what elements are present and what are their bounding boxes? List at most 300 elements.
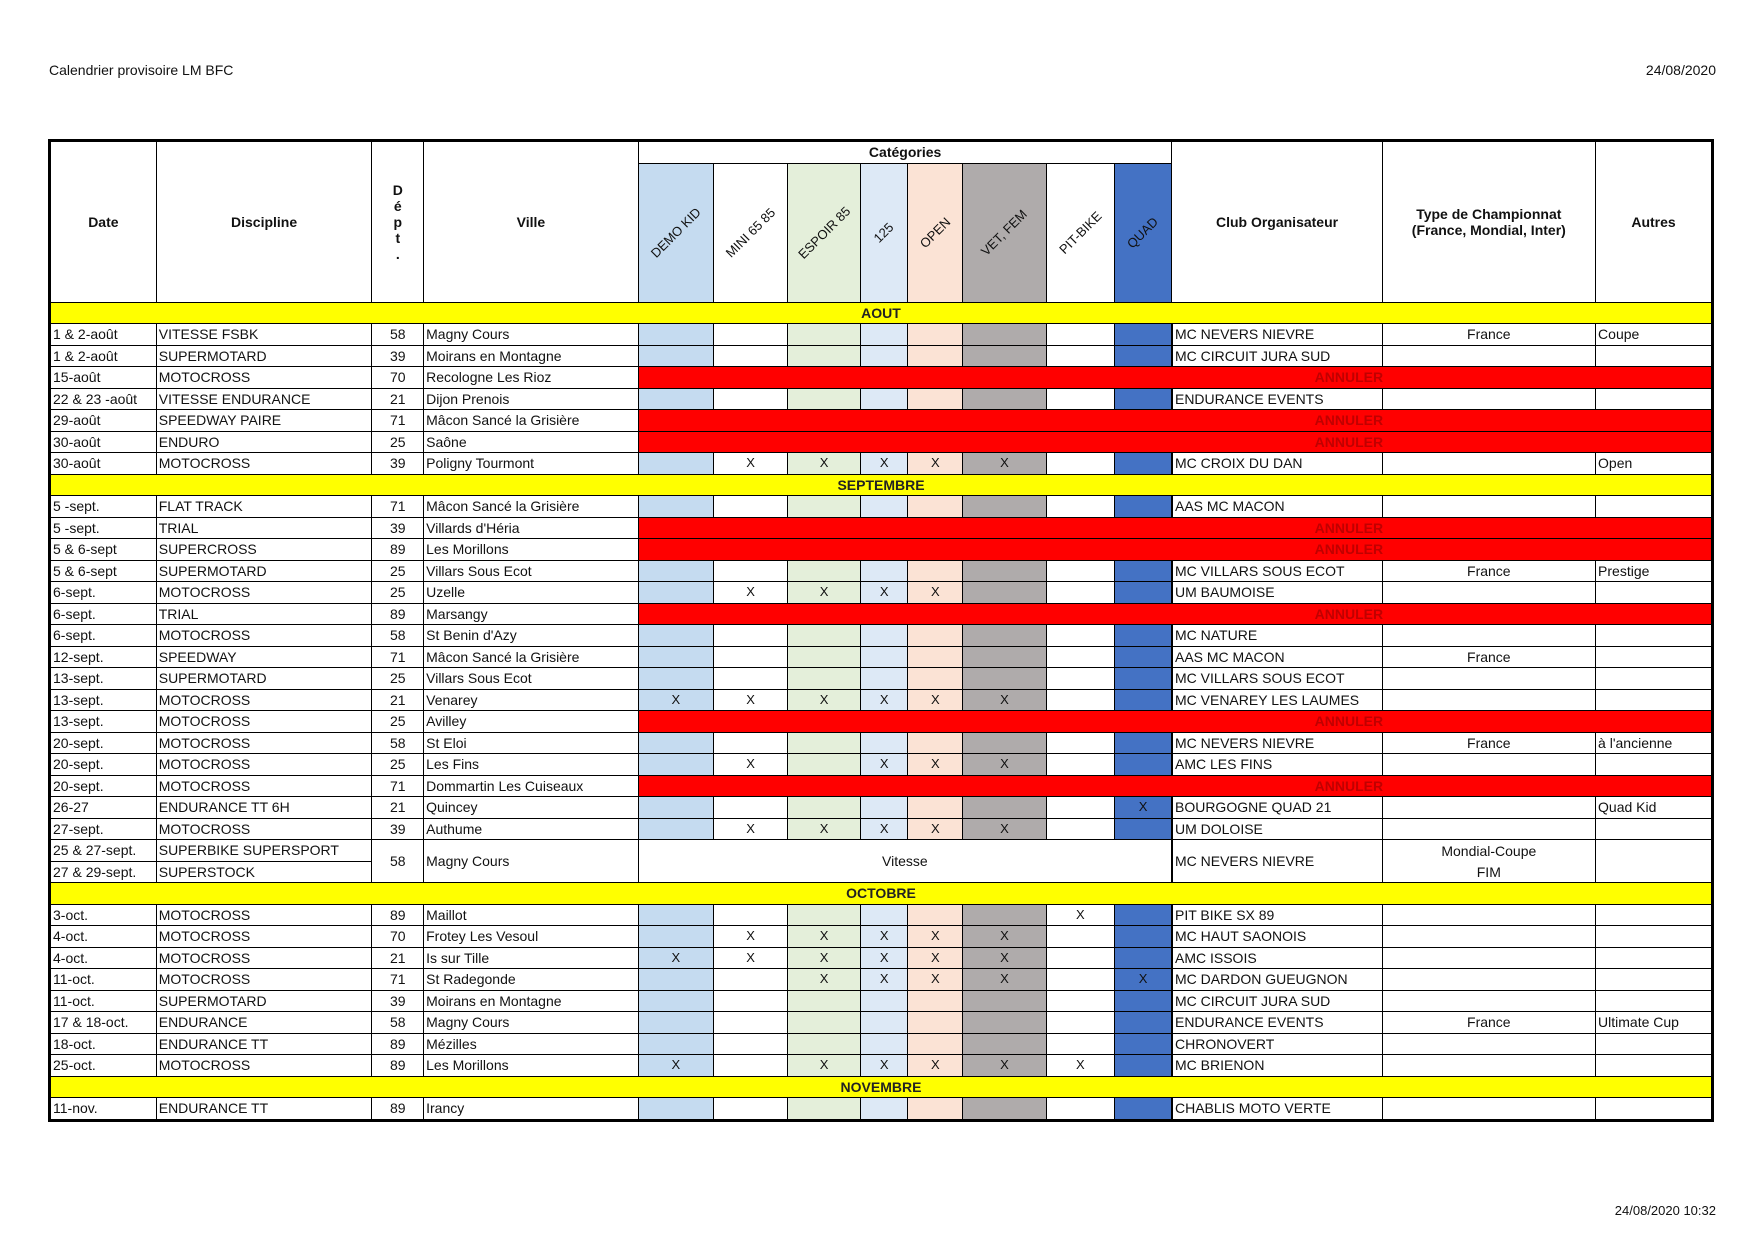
category-cell: X (963, 754, 1046, 776)
category-cell (963, 646, 1046, 668)
table-row (50, 582, 1713, 604)
category-cell (861, 560, 908, 582)
event-date: 6-sept. (50, 603, 157, 625)
event-autres (1596, 689, 1713, 711)
event-autres (1596, 625, 1713, 647)
event-dept: 25 (372, 582, 424, 604)
event-discipline: MOTOCROSS (156, 711, 372, 733)
category-cell (638, 818, 713, 840)
category-cell: X (908, 754, 963, 776)
category-cell (1046, 496, 1115, 518)
category-cell (638, 969, 713, 991)
event-date: 27-sept. (50, 818, 157, 840)
category-cell: X (713, 582, 787, 604)
category-cell (1115, 1033, 1172, 1055)
event-ville: Mâcon Sancé la Grisière (424, 410, 639, 432)
category-cell (908, 797, 963, 819)
event-discipline: MOTOCROSS (156, 969, 372, 991)
event-ville: Mâcon Sancé la Grisière (424, 496, 639, 518)
category-cell: X (1046, 904, 1115, 926)
category-cell (861, 1033, 908, 1055)
event-club: AAS MC MACON (1172, 646, 1382, 668)
category-cell (908, 496, 963, 518)
category-cell: X (861, 818, 908, 840)
category-cell (638, 1098, 713, 1121)
category-cell (1046, 453, 1115, 475)
event-autres: Ultimate Cup (1596, 1012, 1713, 1034)
event-dept: 89 (372, 1098, 424, 1121)
category-cell (963, 1012, 1046, 1034)
event-dept: 58 (372, 732, 424, 754)
category-cell (713, 1012, 787, 1034)
event-date: 17 & 18-oct. (50, 1012, 157, 1034)
category-cell (788, 1033, 861, 1055)
category-cell (713, 732, 787, 754)
event-dept: 71 (372, 646, 424, 668)
category-cell (638, 1012, 713, 1034)
event-type (1382, 969, 1595, 991)
event-date: 27 & 29-sept. (50, 861, 157, 883)
month-label: OCTOBRE (50, 883, 1713, 905)
event-ville: Moirans en Montagne (424, 990, 639, 1012)
event-type (1382, 345, 1595, 367)
event-type (1382, 1055, 1595, 1077)
event-date: 1 & 2-août (50, 345, 157, 367)
table-row (50, 689, 1713, 711)
event-autres (1596, 926, 1713, 948)
category-cell: X (963, 453, 1046, 475)
category-cell (1115, 1098, 1172, 1121)
category-cell (908, 388, 963, 410)
event-dept: 25 (372, 560, 424, 582)
category-cell (861, 625, 908, 647)
category-cell: X (963, 689, 1046, 711)
event-date: 6-sept. (50, 625, 157, 647)
event-club: BOURGOGNE QUAD 21 (1172, 797, 1382, 819)
cancelled-label: ANNULER (1314, 369, 1384, 386)
categories-vitesse: Vitesse (638, 840, 1172, 883)
table-row (50, 453, 1713, 475)
event-club: UM BAUMOISE (1172, 582, 1382, 604)
event-date: 5 & 6-sept (50, 539, 157, 561)
category-cell (1115, 732, 1172, 754)
category-cell (1046, 668, 1115, 690)
event-type (1382, 797, 1595, 819)
category-cell (638, 625, 713, 647)
event-dept: 70 (372, 367, 424, 389)
table-row (50, 797, 1713, 819)
cancelled-label: ANNULER (1314, 605, 1384, 622)
category-cell (861, 990, 908, 1012)
table-row (50, 388, 1713, 410)
category-cell: X (963, 947, 1046, 969)
category-cell (908, 625, 963, 647)
month-row-novembre (50, 1076, 1713, 1098)
category-cell (908, 324, 963, 346)
event-club: MC CIRCUIT JURA SUD (1172, 990, 1382, 1012)
table-row (50, 1033, 1713, 1055)
event-date: 6-sept. (50, 582, 157, 604)
category-cell (638, 388, 713, 410)
event-club: MC CROIX DU DAN (1172, 453, 1382, 475)
category-cell (1115, 324, 1172, 346)
category-cell (963, 797, 1046, 819)
event-date: 29-août (50, 410, 157, 432)
event-club: ENDURANCE EVENTS (1172, 1012, 1382, 1034)
category-cell: X (861, 689, 908, 711)
category-cell (1115, 926, 1172, 948)
event-discipline: MOTOCROSS (156, 453, 372, 475)
event-dept: 39 (372, 517, 424, 539)
event-club: MC BRIENON (1172, 1055, 1382, 1077)
category-cell: X (908, 453, 963, 475)
event-ville: Magny Cours (424, 1012, 639, 1034)
table-row (50, 431, 1713, 453)
category-cell (1115, 754, 1172, 776)
event-date: 5 -sept. (50, 496, 157, 518)
category-cell (908, 904, 963, 926)
event-dept: 39 (372, 818, 424, 840)
event-type (1382, 496, 1595, 518)
category-cell (638, 345, 713, 367)
category-cell (1115, 689, 1172, 711)
event-discipline: SPEEDWAY (156, 646, 372, 668)
category-cell: X (713, 689, 787, 711)
event-ville: Poligny Tourmont (424, 453, 639, 475)
event-ville: Dommartin Les Cuiseaux (424, 775, 639, 797)
event-type-line2: FIM (1382, 861, 1595, 883)
category-cell (638, 560, 713, 582)
category-cell: X (908, 582, 963, 604)
event-dept: 58 (372, 1012, 424, 1034)
category-cell: X (788, 582, 861, 604)
event-discipline: ENDURO (156, 431, 372, 453)
month-label: AOUT (50, 302, 1713, 324)
event-dept: 71 (372, 969, 424, 991)
category-cell (861, 668, 908, 690)
event-dept: 58 (372, 324, 424, 346)
table-row (50, 410, 1713, 432)
event-type (1382, 904, 1595, 926)
category-cell (788, 732, 861, 754)
category-cell (638, 904, 713, 926)
category-cell (963, 990, 1046, 1012)
category-cell (788, 797, 861, 819)
category-cell: X (908, 947, 963, 969)
event-autres (1596, 582, 1713, 604)
event-ville: Quincey (424, 797, 639, 819)
event-club: CHABLIS MOTO VERTE (1172, 1098, 1382, 1121)
event-ville: Marsangy (424, 603, 639, 625)
cancelled-cell (638, 517, 1712, 539)
category-cell (788, 388, 861, 410)
event-club: MC NATURE (1172, 625, 1382, 647)
table-row (50, 904, 1713, 926)
category-cell: X (1115, 969, 1172, 991)
col-type-header (1382, 141, 1595, 303)
event-discipline: MOTOCROSS (156, 625, 372, 647)
table-row (50, 1055, 1713, 1077)
event-autres: à l'ancienne (1596, 732, 1713, 754)
cancelled-cell (638, 711, 1712, 733)
event-ville: St Eloi (424, 732, 639, 754)
event-ville: Is sur Tille (424, 947, 639, 969)
category-cell (713, 324, 787, 346)
category-cell (1115, 818, 1172, 840)
month-label: NOVEMBRE (50, 1076, 1713, 1098)
event-type (1382, 947, 1595, 969)
category-cell: X (713, 947, 787, 969)
event-date: 13-sept. (50, 711, 157, 733)
event-type (1382, 926, 1595, 948)
event-club: UM DOLOISE (1172, 818, 1382, 840)
category-cell (861, 324, 908, 346)
event-club: MC NEVERS NIEVRE (1172, 840, 1382, 883)
category-cell: X (638, 947, 713, 969)
category-cell (861, 388, 908, 410)
event-ville: Mâcon Sancé la Grisière (424, 646, 639, 668)
table-row (50, 603, 1713, 625)
category-cell: X (861, 947, 908, 969)
category-cell: X (713, 754, 787, 776)
event-club: MC NEVERS NIEVRE (1172, 324, 1382, 346)
category-cell (788, 496, 861, 518)
event-dept: 21 (372, 388, 424, 410)
cancelled-label: ANNULER (1314, 777, 1384, 794)
category-cell (788, 345, 861, 367)
category-cell (1115, 947, 1172, 969)
event-date: 1 & 2-août (50, 324, 157, 346)
category-cell: X (788, 969, 861, 991)
category-cell (1115, 646, 1172, 668)
event-autres (1596, 754, 1713, 776)
page-title: Calendrier provisoire LM BFC (49, 62, 234, 78)
cancelled-cell (638, 367, 1712, 389)
event-type (1382, 754, 1595, 776)
event-dept: 71 (372, 410, 424, 432)
event-discipline: ENDURANCE TT 6H (156, 797, 372, 819)
month-label: SEPTEMBRE (50, 474, 1713, 496)
event-ville: Avilley (424, 711, 639, 733)
event-dept: 39 (372, 990, 424, 1012)
event-type: Mondial-Coupe (1382, 840, 1595, 862)
event-type: France (1382, 560, 1595, 582)
event-discipline: SUPERMOTARD (156, 668, 372, 690)
event-club: PIT BIKE SX 89 (1172, 904, 1382, 926)
event-club: CHRONOVERT (1172, 1033, 1382, 1055)
category-cell: X (713, 453, 787, 475)
table-row (50, 947, 1713, 969)
category-cell (713, 646, 787, 668)
event-type: France (1382, 324, 1595, 346)
header-row-1 (50, 141, 1713, 164)
event-ville: Villars Sous Ecot (424, 668, 639, 690)
category-cell (1115, 453, 1172, 475)
category-cell (908, 732, 963, 754)
table-row (50, 732, 1713, 754)
category-cell (788, 754, 861, 776)
category-cell (1046, 947, 1115, 969)
footer-timestamp: 24/08/2020 10:32 (1614, 1203, 1716, 1218)
event-autres (1596, 496, 1713, 518)
cancelled-cell (638, 775, 1712, 797)
event-date: 4-oct. (50, 926, 157, 948)
event-club: AMC ISSOIS (1172, 947, 1382, 969)
col-dept-header: D é p t . (372, 141, 424, 303)
event-dept: 89 (372, 904, 424, 926)
month-row-septembre (50, 474, 1713, 496)
calendar-body (50, 302, 1713, 1120)
category-cell: X (713, 926, 787, 948)
cancelled-label: ANNULER (1314, 433, 1384, 450)
category-cell (963, 496, 1046, 518)
col-type-header-line1: Type de Championnat (1416, 205, 1562, 222)
event-autres (1596, 969, 1713, 991)
category-cell (638, 797, 713, 819)
cancelled-label: ANNULER (1314, 412, 1384, 429)
event-ville: Saône (424, 431, 639, 453)
event-discipline: TRIAL (156, 603, 372, 625)
event-type (1382, 388, 1595, 410)
table-row (50, 517, 1713, 539)
category-cell: X (908, 926, 963, 948)
category-cell: X (861, 582, 908, 604)
category-cell (908, 1033, 963, 1055)
event-discipline: MOTOCROSS (156, 1055, 372, 1077)
table-row (50, 969, 1713, 991)
category-cell: X (788, 818, 861, 840)
category-cell (1115, 668, 1172, 690)
category-cell (861, 1012, 908, 1034)
category-cell (861, 904, 908, 926)
category-cell (1115, 1055, 1172, 1077)
event-autres (1596, 840, 1713, 883)
category-cell (638, 668, 713, 690)
event-dept: 21 (372, 689, 424, 711)
category-cell (908, 646, 963, 668)
event-discipline: SUPERMOTARD (156, 990, 372, 1012)
event-club: MC VILLARS SOUS ECOT (1172, 560, 1382, 582)
category-cell (713, 388, 787, 410)
event-dept: 39 (372, 453, 424, 475)
event-type (1382, 990, 1595, 1012)
event-discipline: MOTOCROSS (156, 754, 372, 776)
event-ville: Recologne Les Rioz (424, 367, 639, 389)
category-cell (638, 754, 713, 776)
event-autres: Quad Kid (1596, 797, 1713, 819)
category-cell (1046, 1012, 1115, 1034)
category-cell: X (788, 453, 861, 475)
event-date: 26-27 (50, 797, 157, 819)
cancelled-label: ANNULER (1314, 541, 1384, 558)
event-discipline: SUPERSTOCK (156, 861, 372, 883)
category-cell (861, 1098, 908, 1121)
col-date-header: Date (50, 141, 157, 303)
category-cell: X (908, 689, 963, 711)
event-club: AAS MC MACON (1172, 496, 1382, 518)
event-autres (1596, 345, 1713, 367)
event-date: 5 & 6-sept (50, 560, 157, 582)
category-cell (1115, 560, 1172, 582)
category-cell (1046, 646, 1115, 668)
event-ville: Mézilles (424, 1033, 639, 1055)
event-autres (1596, 1033, 1713, 1055)
event-date: 4-oct. (50, 947, 157, 969)
table-row (50, 775, 1713, 797)
event-date: 20-sept. (50, 754, 157, 776)
category-cell (788, 668, 861, 690)
category-cell (638, 496, 713, 518)
event-ville: Authume (424, 818, 639, 840)
category-cell: X (963, 926, 1046, 948)
event-discipline: MOTOCROSS (156, 904, 372, 926)
category-cell (1046, 926, 1115, 948)
event-ville: St Radegonde (424, 969, 639, 991)
category-cell (713, 345, 787, 367)
category-cell (908, 1098, 963, 1121)
category-cell (963, 732, 1046, 754)
col-club-header: Club Organisateur (1172, 141, 1382, 303)
event-autres: Open (1596, 453, 1713, 475)
category-cell: X (788, 947, 861, 969)
event-type (1382, 689, 1595, 711)
event-date: 12-sept. (50, 646, 157, 668)
event-date: 13-sept. (50, 668, 157, 690)
event-date: 22 & 23 -août (50, 388, 157, 410)
category-cell (908, 560, 963, 582)
event-ville: Villars Sous Ecot (424, 560, 639, 582)
category-cell (1046, 732, 1115, 754)
category-cell (908, 1012, 963, 1034)
category-cell: X (788, 689, 861, 711)
event-autres (1596, 388, 1713, 410)
event-type: France (1382, 732, 1595, 754)
category-cell: X (861, 926, 908, 948)
category-cell (1046, 818, 1115, 840)
calendar-table (48, 139, 1714, 1122)
event-ville: Magny Cours (424, 840, 639, 883)
event-date: 3-oct. (50, 904, 157, 926)
table-row (50, 625, 1713, 647)
event-dept: 58 (372, 625, 424, 647)
cat-vet-fem-header: VET, FEM (963, 163, 1046, 302)
event-discipline: MOTOCROSS (156, 367, 372, 389)
category-cell (713, 668, 787, 690)
col-autres-header: Autres (1596, 141, 1713, 303)
event-date: 11-oct. (50, 969, 157, 991)
event-discipline: SPEEDWAY PAIRE (156, 410, 372, 432)
table-row (50, 818, 1713, 840)
cancelled-label: ANNULER (1314, 519, 1384, 536)
category-cell (1046, 582, 1115, 604)
event-dept: 25 (372, 668, 424, 690)
category-cell (1046, 1033, 1115, 1055)
category-cell (861, 732, 908, 754)
event-discipline: TRIAL (156, 517, 372, 539)
event-autres (1596, 668, 1713, 690)
event-date: 11-nov. (50, 1098, 157, 1121)
category-cell (963, 1098, 1046, 1121)
event-discipline: SUPERCROSS (156, 539, 372, 561)
category-cell: X (1115, 797, 1172, 819)
event-club: MC NEVERS NIEVRE (1172, 732, 1382, 754)
event-discipline: MOTOCROSS (156, 775, 372, 797)
category-cell: X (861, 1055, 908, 1077)
table-row (50, 711, 1713, 733)
category-cell (963, 388, 1046, 410)
event-club: MC VENAREY LES LAUMES (1172, 689, 1382, 711)
table-row (50, 840, 1713, 862)
